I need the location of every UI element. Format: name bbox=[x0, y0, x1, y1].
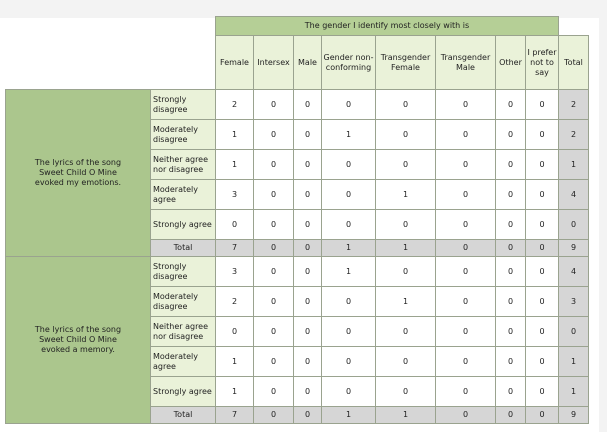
cell-value: 0 bbox=[294, 120, 322, 150]
cell-value: 1 bbox=[216, 377, 254, 407]
cell-value: 0 bbox=[376, 257, 436, 287]
row-label: Neither agree nor disagree bbox=[151, 150, 216, 180]
row-total: 1 bbox=[559, 150, 589, 180]
column-total: 1 bbox=[376, 407, 436, 424]
cell-value: 0 bbox=[376, 210, 436, 240]
column-total: 0 bbox=[496, 407, 526, 424]
column-total: 0 bbox=[526, 407, 559, 424]
super-header: The gender I identify most closely with is bbox=[216, 17, 559, 36]
cell-value: 1 bbox=[322, 257, 376, 287]
cell-value: 0 bbox=[436, 287, 496, 317]
row-total: 2 bbox=[559, 90, 589, 120]
table-row bbox=[6, 90, 589, 120]
cell-value: 0 bbox=[254, 150, 294, 180]
cell-value: 0 bbox=[322, 210, 376, 240]
cell-value: 0 bbox=[322, 90, 376, 120]
cell-value: 0 bbox=[322, 377, 376, 407]
column-total: 1 bbox=[322, 407, 376, 424]
cell-value: 0 bbox=[294, 317, 322, 347]
cell-value: 2 bbox=[216, 287, 254, 317]
column-total: 1 bbox=[322, 240, 376, 257]
column-header-total: Total bbox=[559, 36, 589, 90]
cell-value: 0 bbox=[254, 90, 294, 120]
cell-value: 1 bbox=[322, 120, 376, 150]
cell-value: 0 bbox=[526, 90, 559, 120]
right-background-band bbox=[599, 0, 607, 432]
cell-value: 0 bbox=[322, 317, 376, 347]
cell-value: 0 bbox=[526, 150, 559, 180]
cell-value: 0 bbox=[436, 90, 496, 120]
cell-value: 0 bbox=[436, 120, 496, 150]
cell-value: 0 bbox=[496, 317, 526, 347]
column-total: 7 bbox=[216, 240, 254, 257]
column-total: 0 bbox=[294, 240, 322, 257]
row-label: Strongly disagree bbox=[151, 90, 216, 120]
cell-value: 1 bbox=[216, 347, 254, 377]
row-total: 1 bbox=[559, 377, 589, 407]
cell-value: 0 bbox=[526, 377, 559, 407]
cell-value: 1 bbox=[216, 120, 254, 150]
column-total: 0 bbox=[436, 407, 496, 424]
row-label: Moderately disagree bbox=[151, 120, 216, 150]
cell-value: 0 bbox=[254, 317, 294, 347]
total-row-label: Total bbox=[151, 407, 216, 424]
cell-value: 0 bbox=[436, 150, 496, 180]
row-total: 4 bbox=[559, 180, 589, 210]
row-total: 2 bbox=[559, 120, 589, 150]
cell-value: 1 bbox=[216, 150, 254, 180]
row-total: 4 bbox=[559, 257, 589, 287]
cell-value: 0 bbox=[254, 120, 294, 150]
row-total: 0 bbox=[559, 210, 589, 240]
cell-value: 3 bbox=[216, 257, 254, 287]
column-header-male: Male bbox=[294, 36, 322, 90]
cell-value: 0 bbox=[322, 180, 376, 210]
column-total: 0 bbox=[496, 240, 526, 257]
row-label: Strongly agree bbox=[151, 377, 216, 407]
cell-value: 0 bbox=[254, 347, 294, 377]
cell-value: 1 bbox=[376, 287, 436, 317]
cell-value: 0 bbox=[294, 257, 322, 287]
cell-value: 0 bbox=[376, 120, 436, 150]
cell-value: 0 bbox=[376, 377, 436, 407]
cell-value: 0 bbox=[254, 287, 294, 317]
cell-value: 0 bbox=[526, 317, 559, 347]
cell-value: 0 bbox=[294, 377, 322, 407]
crosstab-table bbox=[5, 16, 589, 424]
cell-value: 0 bbox=[496, 257, 526, 287]
column-header-i-prefer-not-to-say: I prefer not to say bbox=[526, 36, 559, 90]
row-label: Moderately agree bbox=[151, 347, 216, 377]
cell-value: 0 bbox=[254, 180, 294, 210]
column-header-intersex: Intersex bbox=[254, 36, 294, 90]
column-header-other: Other bbox=[496, 36, 526, 90]
row-label: Strongly agree bbox=[151, 210, 216, 240]
group-label: The lyrics of the song Sweet Child O Mine evoked my emotions. bbox=[6, 90, 151, 257]
cell-value: 0 bbox=[496, 150, 526, 180]
super-header-row bbox=[6, 17, 589, 36]
column-total: 1 bbox=[376, 240, 436, 257]
cell-value: 0 bbox=[254, 377, 294, 407]
grand-total: 9 bbox=[559, 407, 589, 424]
column-header-gender-non-conforming: Gender non-conforming bbox=[322, 36, 376, 90]
column-header-transgender-male: Transgender Male bbox=[436, 36, 496, 90]
blank-corner-right bbox=[559, 17, 589, 36]
cell-value: 0 bbox=[294, 150, 322, 180]
cell-value: 3 bbox=[216, 180, 254, 210]
cell-value: 0 bbox=[436, 347, 496, 377]
cell-value: 0 bbox=[496, 90, 526, 120]
cell-value: 1 bbox=[376, 180, 436, 210]
row-total: 1 bbox=[559, 347, 589, 377]
row-label: Neither agree nor disagree bbox=[151, 317, 216, 347]
cell-value: 0 bbox=[294, 287, 322, 317]
cell-value: 0 bbox=[526, 347, 559, 377]
cell-value: 2 bbox=[216, 90, 254, 120]
column-total: 7 bbox=[216, 407, 254, 424]
cell-value: 0 bbox=[294, 90, 322, 120]
cell-value: 0 bbox=[436, 257, 496, 287]
column-total: 0 bbox=[254, 240, 294, 257]
column-total: 0 bbox=[526, 240, 559, 257]
total-row-label: Total bbox=[151, 240, 216, 257]
cell-value: 0 bbox=[254, 210, 294, 240]
row-total: 3 bbox=[559, 287, 589, 317]
cell-value: 0 bbox=[526, 180, 559, 210]
cell-value: 0 bbox=[526, 287, 559, 317]
cell-value: 0 bbox=[376, 150, 436, 180]
cell-value: 0 bbox=[496, 120, 526, 150]
cell-value: 0 bbox=[496, 287, 526, 317]
cell-value: 0 bbox=[294, 210, 322, 240]
cell-value: 0 bbox=[496, 210, 526, 240]
cell-value: 0 bbox=[294, 180, 322, 210]
cell-value: 0 bbox=[496, 377, 526, 407]
row-label: Moderately agree bbox=[151, 180, 216, 210]
cell-value: 0 bbox=[526, 120, 559, 150]
cell-value: 0 bbox=[496, 347, 526, 377]
column-total: 0 bbox=[436, 240, 496, 257]
table-row bbox=[6, 257, 589, 287]
cell-value: 0 bbox=[526, 210, 559, 240]
cell-value: 0 bbox=[436, 180, 496, 210]
cell-value: 0 bbox=[376, 347, 436, 377]
cell-value: 0 bbox=[376, 317, 436, 347]
cell-value: 0 bbox=[322, 287, 376, 317]
column-total: 0 bbox=[254, 407, 294, 424]
row-total: 0 bbox=[559, 317, 589, 347]
cell-value: 0 bbox=[436, 317, 496, 347]
cell-value: 0 bbox=[294, 347, 322, 377]
row-label: Strongly disagree bbox=[151, 257, 216, 287]
cell-value: 0 bbox=[436, 377, 496, 407]
blank-corner bbox=[6, 17, 216, 90]
grand-total: 9 bbox=[559, 240, 589, 257]
cell-value: 0 bbox=[216, 317, 254, 347]
cell-value: 0 bbox=[496, 180, 526, 210]
cell-value: 0 bbox=[254, 257, 294, 287]
cell-value: 0 bbox=[436, 210, 496, 240]
cell-value: 0 bbox=[216, 210, 254, 240]
cell-value: 0 bbox=[322, 150, 376, 180]
column-header-transgender-female: Transgender Female bbox=[376, 36, 436, 90]
column-header-female: Female bbox=[216, 36, 254, 90]
column-total: 0 bbox=[294, 407, 322, 424]
cell-value: 0 bbox=[376, 90, 436, 120]
cell-value: 0 bbox=[322, 347, 376, 377]
group-label: The lyrics of the song Sweet Child O Mine evoked a memory. bbox=[6, 257, 151, 424]
cell-value: 0 bbox=[526, 257, 559, 287]
row-label: Moderately disagree bbox=[151, 287, 216, 317]
